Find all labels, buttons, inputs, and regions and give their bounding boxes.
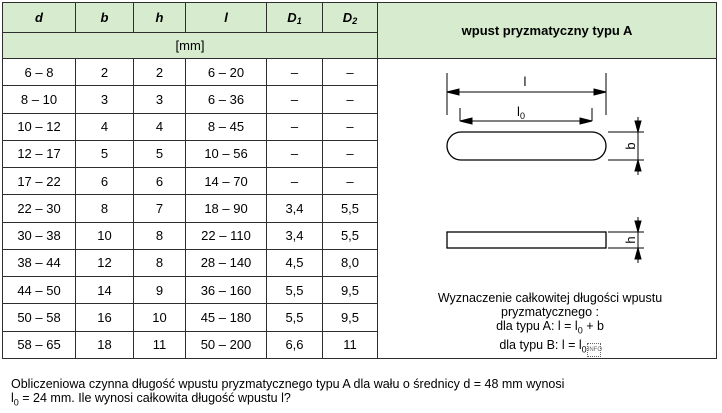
cell-b: 12 xyxy=(76,249,134,276)
header-d: d xyxy=(3,3,76,33)
cell-b: 3 xyxy=(76,86,134,113)
cell-d1: 5,5 xyxy=(267,277,323,304)
cell-d2: – xyxy=(323,59,378,86)
note-line-2: pryzmatycznego : xyxy=(501,305,599,319)
cell-b: 8 xyxy=(76,195,134,222)
cell-d2: – xyxy=(323,168,378,195)
cell-b: 10 xyxy=(76,222,134,249)
header-b: b xyxy=(76,3,134,33)
dim-l0-label: $l_0$ xyxy=(517,104,525,121)
cell-b: 16 xyxy=(76,304,134,331)
header-row xyxy=(3,3,717,33)
cell-d1: – xyxy=(267,168,323,195)
cell-d1: 6,6 xyxy=(267,331,323,358)
cell-d2: – xyxy=(323,140,378,167)
cell-l: 22 – 110 xyxy=(186,222,267,249)
cell-d: 50 – 58 xyxy=(3,304,76,331)
note-type-a: dla typu A: $l = l_0 + b$ xyxy=(496,319,604,336)
cell-b: 18 xyxy=(76,331,134,358)
key-figure-cell xyxy=(378,59,717,359)
cell-b: 6 xyxy=(76,168,134,195)
cell-b: 14 xyxy=(76,277,134,304)
cell-b: 4 xyxy=(76,113,134,140)
cell-h: 3 xyxy=(134,86,186,113)
header-d1: $D_1$ xyxy=(267,3,323,33)
cell-l: 36 – 160 xyxy=(186,277,267,304)
dim-b-label: b xyxy=(623,142,638,150)
cell-l: 6 – 36 xyxy=(186,86,267,113)
question-text xyxy=(11,377,711,410)
cell-b: 5 xyxy=(76,140,134,167)
length-formula-note xyxy=(390,291,710,357)
cell-l: 14 – 70 xyxy=(186,168,267,195)
cell-h: 2 xyxy=(134,59,186,86)
note-line-1: Wyznaczenie całkowitej długości wpustu xyxy=(437,291,663,305)
cell-d2: – xyxy=(323,113,378,140)
cell-l: 50 – 200 xyxy=(186,331,267,358)
cell-d1: – xyxy=(267,113,323,140)
cell-d: 38 – 44 xyxy=(3,249,76,276)
cell-b: 2 xyxy=(76,59,134,86)
info-icon[interactable]: INFO xyxy=(587,343,601,357)
cell-l: 10 – 56 xyxy=(186,140,267,167)
cell-d1: – xyxy=(267,59,323,86)
cell-l: 6 – 20 xyxy=(186,59,267,86)
cell-d2: 5,5 xyxy=(323,222,378,249)
key-dimensions-table xyxy=(2,2,717,359)
cell-d1: 4,5 xyxy=(267,249,323,276)
cell-d1: 3,4 xyxy=(267,222,323,249)
header-l: l xyxy=(186,3,267,33)
cell-d: 58 – 65 xyxy=(3,331,76,358)
key-drawing xyxy=(378,59,716,358)
cell-d1: 5,5 xyxy=(267,304,323,331)
cell-l: 18 – 90 xyxy=(186,195,267,222)
cell-h: 6 xyxy=(134,168,186,195)
cell-h: 7 xyxy=(134,195,186,222)
cell-l: 8 – 45 xyxy=(186,113,267,140)
cell-h: 8 xyxy=(134,249,186,276)
cell-d: 17 – 22 xyxy=(3,168,76,195)
unit-label: [mm] xyxy=(3,33,378,59)
cell-d2: 9,5 xyxy=(323,277,378,304)
question-line-1: Obliczeniowa czynna długość wpustu pryzmatycznego typu A dla wału o średnicy d = 48 mm wynosi xyxy=(11,377,565,391)
cell-d: 10 – 12 xyxy=(3,113,76,140)
cell-d: 22 – 30 xyxy=(3,195,76,222)
cell-h: 4 xyxy=(134,113,186,140)
cell-d1: – xyxy=(267,86,323,113)
table-row xyxy=(3,59,717,86)
header-h: h xyxy=(134,3,186,33)
cell-d1: 3,4 xyxy=(267,195,323,222)
dim-h-label: h xyxy=(623,236,638,244)
table-title: wpust pryzmatyczny typu A xyxy=(378,3,717,59)
cell-d2: 11 xyxy=(323,331,378,358)
cell-d: 44 – 50 xyxy=(3,277,76,304)
dim-l-label: l xyxy=(523,74,527,89)
cell-d2: 9,5 xyxy=(323,304,378,331)
cell-l: 45 – 180 xyxy=(186,304,267,331)
cell-l: 28 – 140 xyxy=(186,249,267,276)
cell-h: 5 xyxy=(134,140,186,167)
question-line-2: $l_0 = 24$ mm. Ile wynosi całkowita długość wpustu l? xyxy=(11,391,291,408)
cell-d2: 5,5 xyxy=(323,195,378,222)
cell-h: 11 xyxy=(134,331,186,358)
cell-h: 9 xyxy=(134,277,186,304)
cell-d2: – xyxy=(323,86,378,113)
cell-d: 30 – 38 xyxy=(3,222,76,249)
cell-h: 10 xyxy=(134,304,186,331)
cell-d1: – xyxy=(267,140,323,167)
header-d2: $D_2$ xyxy=(323,3,378,33)
cell-d: 6 – 8 xyxy=(3,59,76,86)
cell-d: 12 – 17 xyxy=(3,140,76,167)
cell-d2: 8,0 xyxy=(323,249,378,276)
cell-h: 8 xyxy=(134,222,186,249)
cell-d: 8 – 10 xyxy=(3,86,76,113)
note-type-b: dla typu B: $l = l_0INFO$ xyxy=(390,338,710,357)
